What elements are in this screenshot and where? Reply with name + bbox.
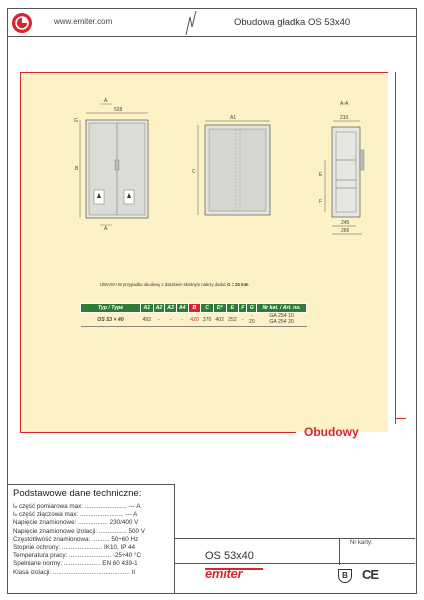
technical-row: Częstotliwość znamionowa: .......... 50÷60 Hz [13, 535, 139, 543]
cell-a4: - [176, 313, 188, 327]
cell-a2: - [153, 313, 165, 327]
front-section-label-bottom: A [104, 226, 108, 232]
ce-mark-icon: CE [362, 567, 379, 582]
red-frame-line [20, 432, 296, 433]
cell-d: 402 [213, 313, 226, 327]
technical-row: Napięcie znamionowe izolacji: ................ 500 V [13, 527, 145, 535]
front-section-label-top: A [104, 98, 108, 104]
art-no-2: GA 254 20 [269, 318, 294, 325]
side-width-label: A1 [230, 115, 237, 121]
red-frame-line [396, 418, 406, 419]
note-bold: G = 20 mm [227, 282, 249, 287]
website-url[interactable]: www.emiter.com [54, 17, 113, 26]
type-cell: OS 53 × 40 [81, 313, 141, 327]
technical-data-title: Podstawowe dane techniczne: [13, 488, 142, 499]
section-view-drawing [319, 101, 364, 234]
cell-g-value-2: 20 [248, 318, 255, 325]
section-dim-e: E [319, 172, 323, 178]
technical-row: Spełniane normy: ..................... EN 60 439-1 [13, 560, 138, 568]
cell-c: 370 [201, 313, 214, 327]
section-dim-f: F [319, 199, 323, 205]
table-header: F [239, 304, 247, 313]
header-product-title: Obudowa gładka OS 53x40 [234, 17, 351, 28]
table-header: E [226, 304, 239, 313]
card-number-label: Nr karty: [350, 540, 373, 546]
certification-mark-icon: B [338, 569, 352, 583]
title-block [175, 538, 415, 564]
table-header: C [201, 304, 214, 313]
front-width-label: 528 [114, 107, 123, 113]
table-header: B [188, 304, 201, 313]
art-no-1: GA 254 10 [269, 313, 294, 319]
title-block-product-name: OS 53x40 [205, 550, 254, 562]
cell-e: 252 [226, 313, 239, 327]
cell-a1: 492 [141, 313, 154, 327]
section-bottom-dim-2: 266 [341, 228, 350, 234]
section-top-dim: 210 [340, 115, 349, 121]
table-header: A3 [165, 304, 177, 313]
front-height-label-g: G [74, 118, 78, 124]
table-header: A1 [141, 304, 154, 313]
technical-row: Klasa izolacji: ............................................ II [13, 568, 136, 576]
table-header: G [247, 304, 257, 313]
side-height-label: C [192, 169, 196, 175]
table-row [81, 313, 307, 327]
spec-table [80, 303, 307, 327]
technical-data-box [7, 484, 175, 594]
section-bottom-dim-1: 245 [341, 220, 350, 226]
category-label: Obudowy [304, 425, 359, 439]
table-header: A2 [153, 304, 165, 313]
cell-b: 420 [188, 313, 201, 327]
technical-row: Stopnie ochrony: ....................... IK10, IP 44 [13, 544, 136, 552]
cell-a3: - [165, 313, 177, 327]
table-header: Nr kat. / Art. no. [257, 304, 307, 313]
brand-logo: emiter [205, 566, 243, 581]
table-header: A4 [176, 304, 188, 313]
cell-f: - [239, 313, 247, 327]
table-header: Typ / Type [81, 304, 141, 313]
cell-g-value-1: - [250, 313, 253, 319]
note-text: UWAGA! W przypadku obudowy z daszkiem skośnym należy dodać [100, 282, 228, 287]
table-header: D* [213, 304, 226, 313]
technical-row: Temperatura pracy: ........................ -25÷40 °C [13, 552, 142, 560]
dimension-note [100, 282, 340, 287]
section-title: A-A [340, 101, 349, 107]
technical-row: Iₙ część złączowa max: ......................... --- A [13, 511, 138, 519]
technical-row: Napięcie znamionowe: ................. 230/400 V [13, 519, 139, 527]
technical-row: Iₙ część pomiarowa max: ........................ --- A [13, 503, 141, 510]
front-view-drawing [74, 98, 148, 232]
side-view-drawing [192, 115, 270, 215]
cell-g [247, 313, 257, 327]
table-header-row [81, 304, 307, 313]
cell-art-no [257, 313, 307, 327]
front-height-label-b: B [75, 166, 79, 172]
